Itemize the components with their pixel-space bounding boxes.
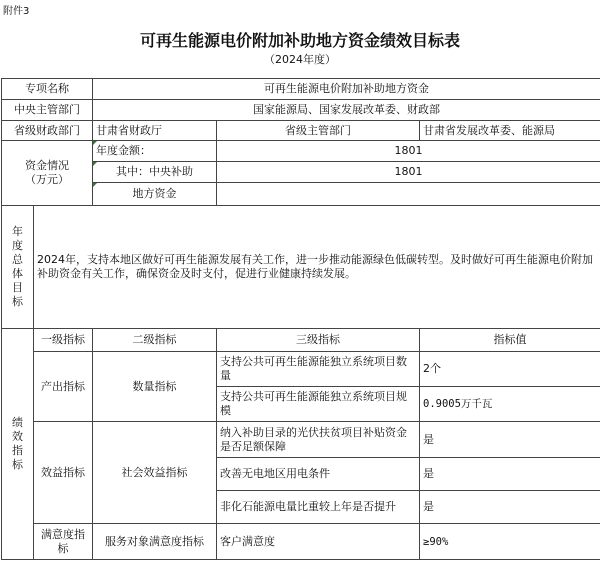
benefit-indicator-value: 是 xyxy=(420,457,600,490)
annual-goal-label-char: 目 xyxy=(12,280,23,294)
performance-label-char: 标 xyxy=(12,457,23,471)
header-level1: 一级指标 xyxy=(34,328,93,351)
output-indicator-name: 支持公共可再生能源能独立系统项目规模 xyxy=(217,387,420,422)
benefit-indicator-name: 纳入补助目录的光伏扶贫项目补贴资金是否足额保障 xyxy=(217,422,420,457)
central-subsidy-value: 1801 xyxy=(217,162,600,183)
performance-goal-table xyxy=(1,78,600,560)
project-name-label: 专项名称 xyxy=(2,79,93,100)
benefit-indicator-value: 是 xyxy=(420,422,600,457)
annual-goal-label-char: 标 xyxy=(12,294,23,308)
funds-label-line1: 资金情况 xyxy=(25,159,69,173)
table-row xyxy=(2,351,600,386)
prov-dept-label: 省级主管部门 xyxy=(217,120,420,141)
output-indicator-name: 支持公共可再生能源能独立系统项目数量 xyxy=(217,351,420,386)
table-row xyxy=(2,99,600,120)
benefit-level2: 社会效益指标 xyxy=(93,422,217,524)
table-row xyxy=(2,524,600,560)
header-level2: 二级指标 xyxy=(93,328,217,351)
project-name-value: 可再生能源电价附加补助地方资金 xyxy=(93,79,600,100)
funds-label xyxy=(2,141,93,206)
local-funds-label: 地方资金 xyxy=(93,183,217,206)
prov-finance-value: 甘肃省财政厅 xyxy=(93,120,217,141)
central-dept-label: 中央主管部门 xyxy=(2,99,93,120)
annual-goal-label xyxy=(2,205,34,328)
prov-dept-value: 甘肃省发展改革委、能源局 xyxy=(420,120,600,141)
benefit-indicator-value: 是 xyxy=(420,491,600,524)
appendix-label: 附件3 xyxy=(3,6,30,17)
header-level3: 三级指标 xyxy=(217,328,420,351)
output-indicator-value: 0.9005万千瓦 xyxy=(420,387,600,422)
benefit-level1: 效益指标 xyxy=(34,422,93,524)
output-indicator-value: 2个 xyxy=(420,351,600,386)
table-row xyxy=(2,328,600,351)
annual-amount-value: 1801 xyxy=(217,141,600,162)
page-title: 可再生能源电价附加补助地方资金绩效目标表 xyxy=(139,31,460,50)
satisfaction-indicator-value: ≥90% xyxy=(420,524,600,560)
output-level2: 数量指标 xyxy=(93,351,217,422)
benefit-indicator-name: 非化石能源电量比重较上年是否提升 xyxy=(217,491,420,524)
table-row xyxy=(2,141,600,162)
table-row xyxy=(2,120,600,141)
prov-finance-label: 省级财政部门 xyxy=(2,120,93,141)
annual-goal-label-char: 总 xyxy=(12,252,23,266)
header-value: 指标值 xyxy=(420,328,600,351)
year-label: （2024年度） xyxy=(264,53,336,66)
performance-label-char: 绩 xyxy=(12,415,23,429)
performance-label xyxy=(2,328,34,559)
annual-goal-label-char: 年 xyxy=(12,224,23,238)
annual-goal-label-char: 度 xyxy=(12,238,23,252)
satisfaction-level1: 满意度指标 xyxy=(34,524,93,560)
satisfaction-indicator-name: 客户满意度 xyxy=(217,524,420,560)
table-row xyxy=(2,422,600,457)
satisfaction-level2: 服务对象满意度指标 xyxy=(93,524,217,560)
local-funds-value xyxy=(217,183,600,206)
annual-amount-label: 年度金额： xyxy=(93,141,217,162)
benefit-indicator-name: 改善无电地区用电条件 xyxy=(217,457,420,490)
performance-label-char: 指 xyxy=(12,443,23,457)
annual-goal-text: 2024年，支持本地区做好可再生能源发展有关工作，进一步推动能源绿色低碳转型。及时做好可再生能源电价附加补助资金有关工作，确保资金及时支付，促进行业健康持续发展。 xyxy=(34,205,600,328)
central-subsidy-label: 其中：中央补助 xyxy=(93,162,217,183)
funds-label-line2: （万元） xyxy=(25,173,69,187)
output-level1: 产出指标 xyxy=(34,351,93,422)
performance-label-char: 效 xyxy=(12,429,23,443)
central-dept-value: 国家能源局、国家发展改革委、财政部 xyxy=(93,99,600,120)
table-row xyxy=(2,205,600,328)
annual-goal-label-char: 体 xyxy=(12,266,23,280)
table-row xyxy=(2,79,600,100)
